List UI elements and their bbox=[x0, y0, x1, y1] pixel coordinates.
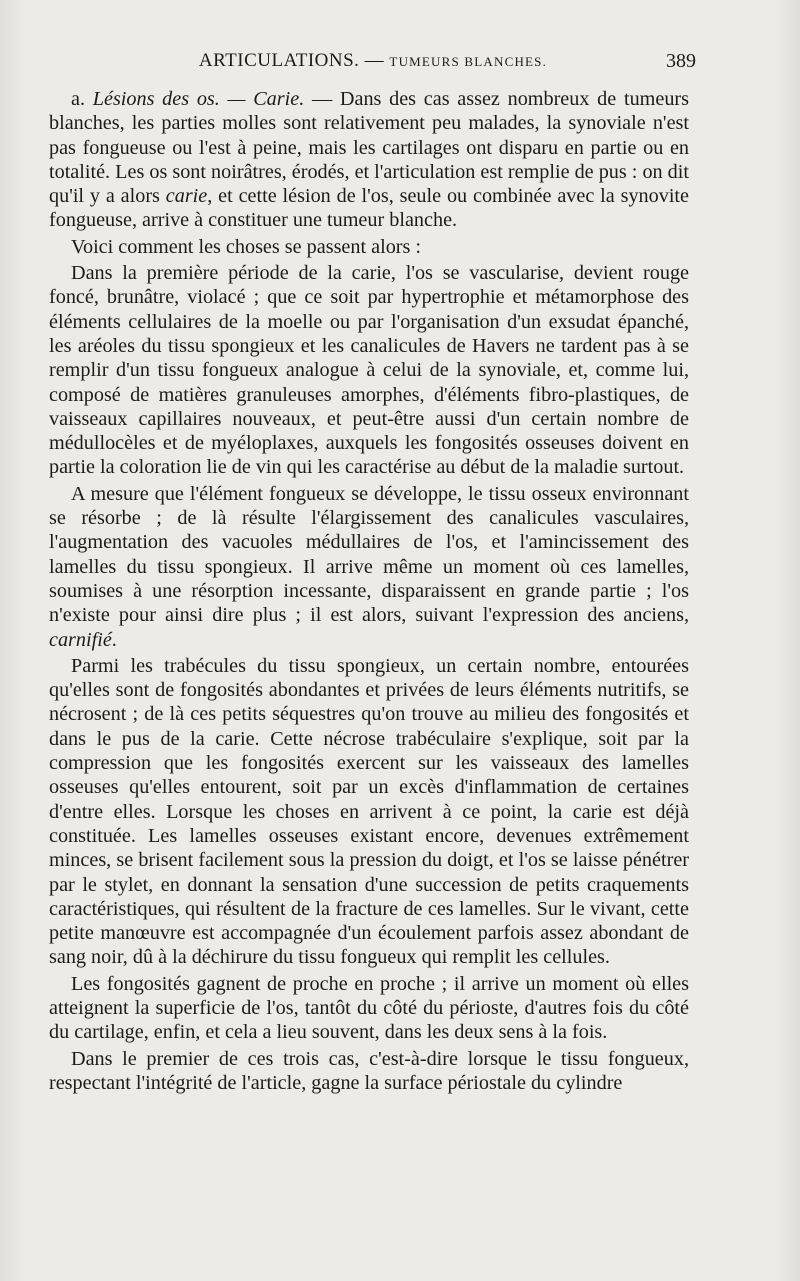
running-header bbox=[48, 48, 698, 76]
paragraph-4-text: A mesure que l'élément fongueux se développe, le tissu osseux environnant se résorbe ; de là résulte l'élargissement des canalicules vasculaires, l'augmentation des vacuoles médullaires de l'os, et l'amincissement des lamelles du tissu spongieux. Il arrive même un moment où ces lamelles, soumises à une résorption incessante, disparaissent en grande partie ; l'os n'existe pour ainsi dire plus ; il est alors, suivant l'expression des anciens, bbox=[49, 482, 689, 627]
paragraph-5 bbox=[49, 654, 689, 970]
paragraph-1-text: — Dans des cas assez nombreux de tumeurs blanches, les parties molles sont relativement peu malades, la synoviale n'est pas fongueuse ou l'est à peine, mais les cartilages ont disparu en partie ou en totalité. Les os sont noirâtres, érodés, et l'articulation est remplie de pus : on dit qu'il y a alors bbox=[49, 88, 690, 208]
page-number: 389 bbox=[666, 50, 696, 72]
paragraph-7-text: Dans le premier de ces trois cas, c'est-à-dire lorsque le tissu fongueux, respectant l'intégrité de l'article, gagne la surface périostale du cylindre bbox=[49, 1047, 689, 1094]
paragraph-7 bbox=[49, 1047, 689, 1096]
paragraph-5-text: Parmi les trabécules du tissu spongieux, un certain nombre, entourées qu'elles sont de fongosités abondantes et privées de leurs éléments nutritifs, se nécrosent ; de là ces petits séquestres qu'on trouve au milieu des fongosités et dans le pus de la carie. Cette nécrose trabéculaire s'explique, soit par la compression que les fongosités exercent sur les vaisseaux des lamelles osseuses qu'elles entourent, soit par un excès d'inflammation de certaines d'entre elles. Lorsque les choses en arrivent à ce point, la carie est déjà constituée. Les lamelles osseuses existant encore, devenues extrêmement minces, se brisent facilement sous la pression du doigt, et l'os se laisse pénétrer par le stylet, en donnant la sensation d'une succession de petits craquements caractéristiques, qui résultent de la fracture de ces lamelles. Sur le vivant, cette petite manœuvre est accompagnée d'un écoulement parfois assez abondant de sang noir, dû à la déchirure du tissu fongueux qui remplit les cellules. bbox=[49, 654, 689, 969]
paragraph-1-italic: carie bbox=[165, 185, 208, 208]
paragraph-4-tail: . bbox=[111, 628, 117, 651]
header-subtitle: TUMEURS BLANCHES. bbox=[389, 54, 548, 69]
paragraph-1 bbox=[49, 87, 689, 233]
paragraph-1-lead: a. bbox=[71, 88, 93, 110]
paragraph-1-tail: , et cette lésion de l'os, seule ou combinée avec la synovite fongueuse, arrive à constituer une tumeur blanche. bbox=[49, 185, 689, 232]
header-title: ARTICULATIONS. bbox=[198, 50, 360, 71]
paragraph-6 bbox=[49, 972, 689, 1045]
paragraph-3-text: Dans la première période de la carie, l'os se vascularise, devient rouge foncé, brunâtre, violacé ; que ce soit par hypertrophie et métamorphose des éléments cellulaires de la moelle ou par l'organisation d'un exsudat épanché, les aréoles du tissu spongieux et les canalicules de Havers ne tardent pas à se remplir d'un tissu fongueux analogue à celui de la synoviale, et, comme lui, composé de matières granuleuses amorphes, d'éléments fibro-plastiques, de vaisseaux capillaires nouveaux, et peut-être aussi d'un certain nombre de médullocèles et de myéloplaxes, auxquels les fongosités osseuses doivent en partie la coloration lie de vin qui les caractérise au début de la maladie surtout. bbox=[49, 262, 689, 479]
paragraph-3 bbox=[49, 261, 689, 480]
paragraph-2-text: Voici comment les choses se passent alors : bbox=[71, 235, 422, 258]
paragraph-1-heading: Lésions des os. — Carie. bbox=[92, 88, 305, 110]
header-dash: — bbox=[359, 50, 390, 71]
paragraph-4 bbox=[49, 482, 689, 652]
paragraph-2 bbox=[49, 235, 689, 259]
running-title bbox=[48, 50, 698, 72]
paragraph-4-italic: carnifié bbox=[49, 628, 112, 651]
body-text bbox=[49, 87, 689, 1095]
paragraph-6-text: Les fongosités gagnent de proche en proche ; il arrive un moment où elles atteignent la superficie de l'os, tantôt du côté du périoste, d'autres fois du côté du cartilage, enfin, et cela a lieu souvent, dans les deux sens à la fois. bbox=[49, 972, 689, 1044]
